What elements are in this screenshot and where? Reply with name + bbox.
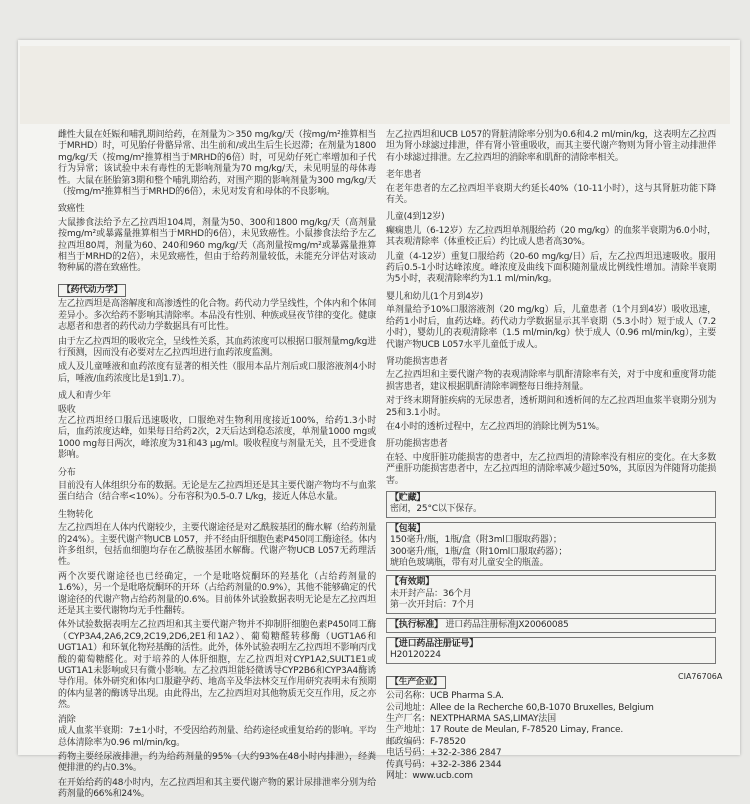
- validity-line-1: 未开封产品：36个月: [390, 588, 472, 599]
- storage-text: 密闭，25°C以下保存。: [390, 504, 482, 515]
- pk-paragraph-1: 左乙拉西坦是高溶解度和高渗透性的化合物。药代动力学呈线性，个体内和个体间差异小。多次给药不影响其清除率。本品没有性别、种族或昼夜节律的变化。健康志愿者和患者的药代动力学数据具有可比性。: [58, 299, 376, 333]
- show-through-text: [20, 46, 730, 124]
- manufacturer-block: [386, 670, 716, 783]
- children-heading: 儿童(4到12岁): [386, 212, 445, 223]
- elderly-paragraph: 在老年患者的左乙拉西坦半衰期大约延长40%（10-11小时），这与其肾脏功能下降有关。: [386, 183, 716, 206]
- package-line-2: 300毫升/瓶，1瓶/盒（附10ml口服取药器）；: [390, 546, 568, 557]
- distribution-paragraph: 目前没有人体组织分布的数据。无论是左乙拉西坦还是其主要代谢产物均不与血浆蛋白结合（结合率<10%）。分布容积为0.5-0.7 L/kg，接近人体总水量。: [58, 480, 376, 503]
- registration-box: [386, 637, 716, 664]
- absorption-heading: 吸收: [58, 404, 76, 415]
- storage-box: [386, 491, 716, 518]
- carcinogenicity-paragraph: 大鼠掺食法给予左乙拉西坦104周，剂量为50、300和1800 mg/kg/天（高剂量按mg/m²或暴露量推算相当于MRHD的6倍），未见致癌性。小鼠掺食法给予左乙拉西坦80周，剂量为60、240和960 mg/kg/天（高剂量按mg/m²或暴露量推算相当于MRHD的2倍），未见致癌性，但由于给药剂量较低，未能充分评估对该动物种属的潜在致癌性。: [58, 217, 376, 274]
- producer-address: 生产地址：17 Route de Meulan, F-78520 Limay, France.: [386, 725, 624, 736]
- hepatic-paragraph: 在轻、中度肝脏功能损害的患者中，左乙拉西坦的清除率没有相应的变化。在大多数严重肝功能损害患者中，左乙拉西坦的清除率减少超过50%，其原因为伴随肾功能损害。: [386, 452, 716, 486]
- hepatic-heading: 肝功能损害患者: [386, 439, 448, 450]
- children-paragraph-1: 癫痫患儿（6-12岁）左乙拉西坦单剂服给药（20 mg/kg）的血浆半衰期为6.0小时，其表观清除率（体重校正后）约比成人患者高30%。: [386, 225, 716, 248]
- intro-paragraph: 雌性大鼠在妊娠和哺乳期间给药，在剂量为＞350 mg/kg/天（按mg/m²推算相当于MRHD）时，可见胎仔骨骼异常、出生前和/或出生后生长迟滞；在剂量为1800 mg/kg/天（按mg/m²推算相当于MRHD的6倍）时，可见幼仔死亡率增加和子代行为异常；该试验中未有毒性的无影响剂量为70 mg/kg/天，未见明显的母体毒性。大鼠在胚胎第3期和整个哺乳期给药，对围产期的影响剂量为300 mg/kg/天（按mg/m²推算相当于MRHD的6倍），未见对发育和母体的不良影响。: [58, 130, 376, 198]
- renal-impairment-heading: 肾功能损害患者: [386, 356, 448, 367]
- biotransformation-paragraph-2: 两个次要代谢途径也已经确定，一个是吡咯烷酮环的羟基化（占给药剂量的1.6%），另一个是吡咯烷酮环的开环（占给药剂量的0.9%），其他不能够确定的代谢途径的代谢产物占给药剂量的0.6%。目前体外试验数据表明无论是左乙拉西坦还是其主要代谢物均无手性翻转。: [58, 571, 376, 617]
- biotransformation-heading: 生物转化: [58, 509, 94, 520]
- left-column: [58, 130, 376, 804]
- phone-number: 电话号码：+32-2-386 2847: [386, 748, 502, 759]
- pharmacokinetics-heading: 【药代动力学】: [58, 284, 126, 297]
- standard-box: [386, 618, 716, 633]
- right-column: [386, 130, 716, 783]
- standard-label: 【执行标准】: [390, 619, 443, 630]
- biotransformation-paragraph-3: 体外试验数据表明左乙拉西坦和其主要代谢产物并不抑制肝细胞色素P450同工酶（CYP3A4,2A6,2C9,2C19,2D6,2E1和1A2）、葡萄糖醛转移酶（UGT1A6和UGT1A1）和环氧化物羟基酶的活性。此外，体外试验表明左乙拉西坦不影响丙戊酸的葡萄糖醛化。对于培养的人体肝细胞，左乙拉西坦对CYP1A2,SULT1E1或UGT1A1未影响或只有微小影响。左乙拉西坦能轻微诱导CYP2B6和CYP3A4酶诱导作用。体外研究和体内口服避孕药、地高辛及华法林交互作用研究表明未有预期的体内显著的酶诱导出现。由此得出，左乙拉西坦对其他物质无交互作用，反之亦然。: [58, 620, 376, 711]
- validity-line-2: 第一次开封后：7个月: [390, 600, 475, 611]
- biotransformation-paragraph-1: 左乙拉西坦在人体内代谢较少，主要代谢途径是对乙酰胺基团的酶水解（给药剂量的24%）。主要代谢产物UCB L057，并不经由肝细胞色素P450同工酶途径。体内许多组织，包括血细胞均存在乙酰胺基团水解酶。代谢产物UCB L057无药理活性。: [58, 523, 376, 568]
- carcinogenicity-heading: 致癌性: [58, 204, 85, 215]
- renal-paragraph-3: 在4小时的透析过程中，左乙拉西坦的消除比例为51%。: [386, 421, 605, 432]
- adults-heading: 成人和青少年: [58, 391, 111, 402]
- elimination-paragraph-2: 药物主要经尿液排泄，约为给药剂量的95%（大约93%在48小时内排泄），经粪便排泄的约占0.3%。: [58, 751, 376, 774]
- company-address: 公司地址：Allee de la Recherche 60,B-1070 Bruxelles, Belgium: [386, 702, 654, 713]
- renal-paragraph-1: 左乙拉西坦和主要代谢产物的表观清除率与肌酐清除率有关，对于中度和重度肾功能损害患者，建议根据肌酐清除率调整每日维持剂量。: [386, 370, 716, 392]
- standard-text: 进口药品注册标准JX20060085: [445, 619, 569, 630]
- distribution-heading: 分布: [58, 467, 76, 478]
- postcode: 邮政编码：F-78520: [386, 736, 466, 747]
- document-code: CIA76706A: [678, 672, 723, 681]
- registration-number: H20120224: [390, 650, 441, 661]
- registration-heading: 【进口药品注册证号】: [390, 639, 479, 650]
- package-heading: 【包装】: [390, 523, 426, 534]
- manufacturer-heading: 【生产企业】: [386, 676, 446, 689]
- producer-name: 生产厂名：NEXTPHARMA SAS,LIMAY法国: [386, 714, 556, 725]
- package-line-3: 琥珀色玻璃瓶，带有对儿童安全的瓶盖。: [390, 558, 549, 568]
- pk-paragraph-3: 成人及儿童唾液和血药浓度有显著的相关性（服用本品片剂后或口服溶液剂4小时后，唾液/血药浓度比是1到1.7）。: [58, 362, 376, 384]
- company-name: 公司名称：UCB Pharma S.A.: [386, 691, 504, 702]
- children-paragraph-2: 儿童（4-12岁）重复口服给药（20-60 mg/kg/日）后，左乙拉西坦迅速吸收。服用药后0.5-1小时达峰浓度。峰浓度及曲线下面积随剂量成比例线性增加。清除半衰期为5小时，表观清除率约为1.1 ml/min/kg。: [386, 251, 716, 285]
- infants-heading: 婴儿和幼儿(1个月到4岁): [386, 291, 483, 302]
- infants-paragraph: 单剂量给予10%口服溶液剂（20 mg/kg）后，儿童患者（1个月到4岁）吸收迅速，给药1小时后，血药达峰。药代动力学数据显示其半衰期（5.3小时）短于成人（7.2小时），婴幼儿的表观清除率（1.5 ml/min/kg）快于成人（0.96 ml/min/kg），主要代谢产物UCB L057水平儿童低于成人。: [386, 305, 716, 350]
- validity-heading: 【有效期】: [390, 577, 435, 588]
- renal-paragraph-2: 对于终末期肾脏疾病的无尿患者，透析期间和透析间的左乙拉西坦血浆半衰期分别为25和3.1小时。: [386, 396, 716, 418]
- pk-paragraph-2: 由于左乙拉西坦的吸收完全，呈线性关系，其血药浓度可以根据口服剂量mg/kg进行预测，因而没有必要对左乙拉西坦进行血药浓度监测。: [58, 336, 376, 358]
- elderly-heading: 老年患者: [386, 170, 422, 181]
- website: 网址：www.ucb.com: [386, 771, 473, 782]
- fax-number: 传真号码：+32-2-386 2344: [386, 759, 502, 770]
- package-line-1: 150毫升/瓶，1瓶/盒（附3ml口服取药器）；: [390, 535, 562, 546]
- elimination-paragraph-1: 成人血浆半衰期：7±1小时，不受因给药剂量、给药途径或重复给药的影响。平均总体清除率为0.96 ml/min/kg。: [58, 726, 376, 748]
- elimination-paragraph-3: 在开始给药的48小时内，左乙拉西坦和其主要代谢产物的累计尿排泄率分别为给药剂量的66%和24%。: [58, 777, 376, 800]
- elimination-heading: 消除: [58, 714, 76, 725]
- package-box: [386, 522, 716, 572]
- absorption-paragraph: 左乙拉西坦经口服后迅速吸收，口服绝对生物利用度接近100%，给药1.3小时后，血药浓度达峰，如果每日给药2次，2天后达到稳态浓度，单剂量1000 mg或1000 mg每日两次，峰浓度为31和43 μg/ml。吸收程度与剂量无关，且不受进食影响。: [58, 415, 376, 461]
- renal-clearance-paragraph: 左乙拉西坦和UCB L057的肾脏清除率分别为0.6和4.2 ml/min/kg，这表明左乙拉西坦为肾小球滤过排泄，伴有肾小管重吸收，而其主要代谢产物则为肾小管主动排泄伴有小球滤过排泄。左乙拉西坦的消除率和肌酐的清除率相关。: [386, 130, 716, 163]
- validity-box: [386, 575, 716, 613]
- storage-heading: 【贮藏】: [390, 492, 426, 503]
